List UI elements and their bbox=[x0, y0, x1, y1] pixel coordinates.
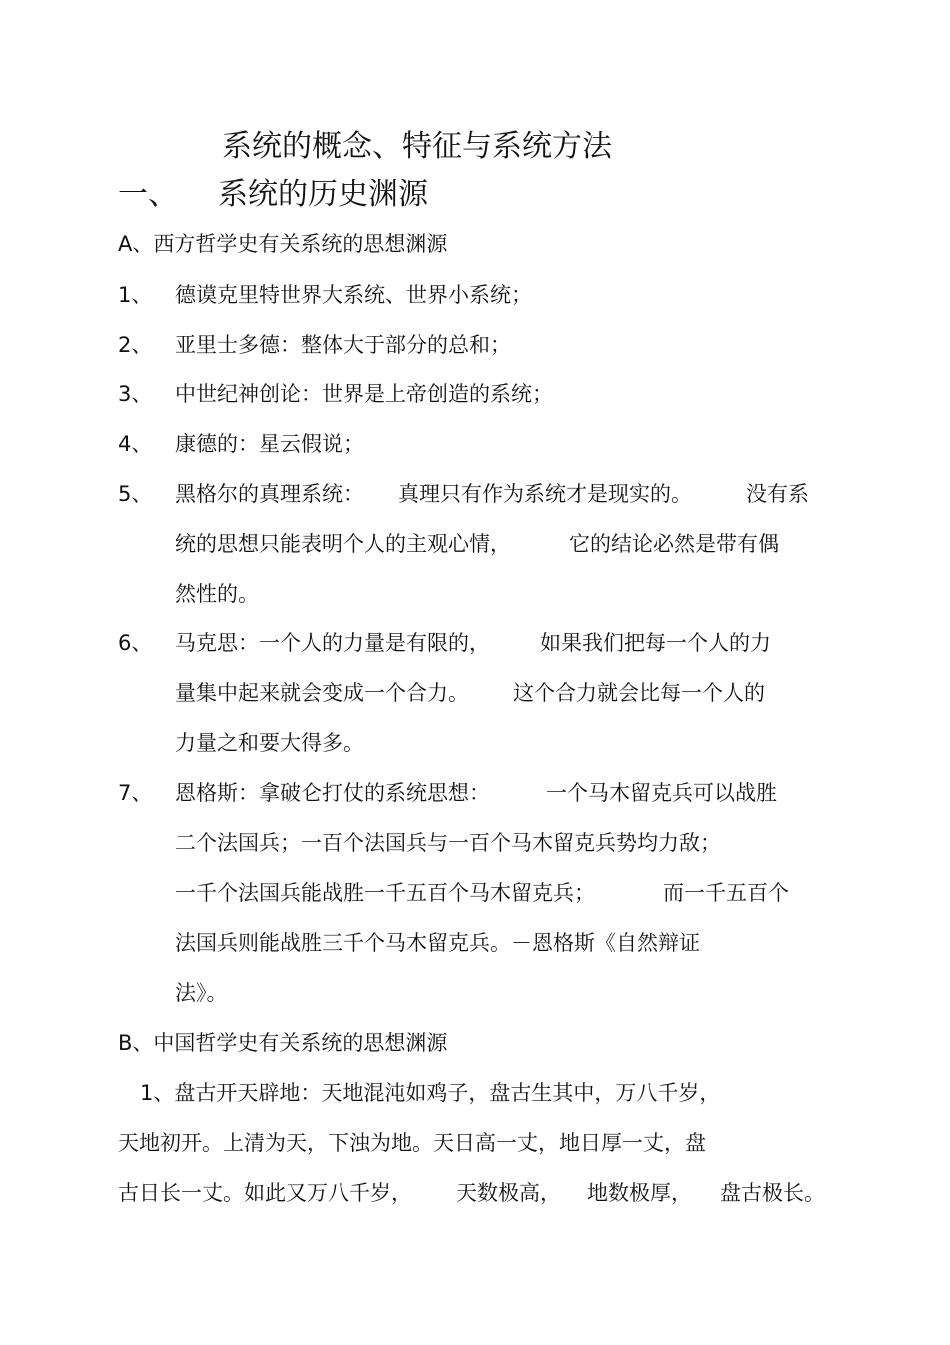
list-item-number: 6、 bbox=[118, 631, 153, 655]
text-line bbox=[175, 678, 835, 728]
text-segment: 而一千五百个 bbox=[663, 881, 789, 905]
text-line bbox=[175, 429, 835, 479]
text-line bbox=[175, 280, 835, 330]
text-line bbox=[175, 379, 835, 429]
list-item-text bbox=[175, 280, 835, 330]
text-segment: 统的思想只能表明个人的主观心情， bbox=[175, 532, 511, 556]
text-segment: 它的结论必然是带有偶 bbox=[569, 532, 779, 556]
list-item-text bbox=[175, 479, 835, 629]
text-segment: 一个马木留克兵可以战胜 bbox=[546, 781, 777, 805]
list-item-text bbox=[175, 330, 835, 380]
paragraph-line bbox=[118, 1128, 825, 1178]
list-item-number: 1、 bbox=[118, 283, 153, 307]
text-segment: 中世纪神创论：世界是上帝创造的系统； bbox=[175, 382, 553, 406]
text-segment: 这个合力就会比每一个人的 bbox=[513, 681, 765, 705]
text-segment: 恩格斯：拿破仑打仗的系统思想： bbox=[175, 781, 490, 805]
text-line bbox=[175, 978, 835, 1028]
text-segment: 亚里士多德：整体大于部分的总和； bbox=[175, 333, 511, 357]
text-segment: 康德的：星云假说； bbox=[175, 432, 364, 456]
list-item-number: 7、 bbox=[118, 781, 153, 805]
list-item-text bbox=[175, 628, 835, 778]
text-segment: 法》。 bbox=[175, 981, 228, 1005]
subheading-chinese: B、中国哲学史有关系统的思想渊源 bbox=[118, 1031, 448, 1055]
text-segment: 量集中起来就会变成一个合力。 bbox=[175, 681, 469, 705]
text-segment: 天地初开。上清为天，下浊为地。天日高一丈，地日厚一丈，盘 bbox=[118, 1131, 706, 1155]
section-title: 系统的历史渊源 bbox=[218, 177, 428, 212]
text-line bbox=[175, 828, 835, 878]
text-line bbox=[175, 479, 835, 529]
text-line bbox=[175, 628, 835, 678]
text-line bbox=[175, 928, 835, 978]
text-segment: 真理只有作为系统才是现实的。 bbox=[398, 482, 692, 506]
text-segment: 没有系 bbox=[746, 482, 809, 506]
text-segment: 黑格尔的真理系统： bbox=[175, 482, 364, 506]
text-segment: 二个法国兵；一百个法国兵与一百个马木留克兵势均力敌； bbox=[175, 831, 721, 855]
text-segment: 一千个法国兵能战胜一千五百个马木留克兵； bbox=[175, 881, 595, 905]
list-item-text bbox=[175, 379, 835, 429]
paragraph-line bbox=[118, 1178, 825, 1228]
text-segment: 天数极高， bbox=[456, 1181, 561, 1205]
document-title: 系统的概念、特征与系统方法 bbox=[222, 129, 612, 164]
list-item-number: 2、 bbox=[118, 333, 153, 357]
text-line bbox=[175, 778, 835, 828]
text-segment: 如果我们把每一个人的力 bbox=[540, 631, 771, 655]
text-segment: 地数极厚， bbox=[587, 1181, 692, 1205]
text-segment: 盘古极长。 bbox=[720, 1181, 825, 1205]
text-segment: 马克思：一个人的力量是有限的， bbox=[175, 631, 490, 655]
section-number: 一、 bbox=[118, 177, 178, 212]
text-line bbox=[175, 878, 835, 928]
chinese-paragraph bbox=[118, 1078, 825, 1228]
text-line bbox=[175, 330, 835, 380]
list-item-text bbox=[175, 778, 835, 1028]
list-item-number: 5、 bbox=[118, 482, 153, 506]
subheading-western: A、西方哲学史有关系统的思想渊源 bbox=[118, 232, 448, 256]
text-segment: 力量之和要大得多。 bbox=[175, 731, 364, 755]
text-segment: 然性的。 bbox=[175, 582, 259, 606]
paragraph-line bbox=[118, 1078, 825, 1128]
text-line bbox=[175, 728, 835, 778]
text-line bbox=[175, 529, 835, 579]
text-segment: 法国兵则能战胜三千个马木留克兵。－恩格斯《自然辩证 bbox=[175, 931, 700, 955]
list-item-text bbox=[175, 429, 835, 479]
text-line bbox=[175, 579, 835, 629]
text-segment: 德谟克里特世界大系统、世界小系统； bbox=[175, 283, 532, 307]
list-item-number: 4、 bbox=[118, 432, 153, 456]
text-segment: 古日长一丈。如此又万八千岁， bbox=[118, 1181, 412, 1205]
text-segment: 1、盘古开天辟地：天地混沌如鸡子，盘古生其中，万八千岁， bbox=[140, 1081, 721, 1105]
list-item-number: 3、 bbox=[118, 382, 153, 406]
